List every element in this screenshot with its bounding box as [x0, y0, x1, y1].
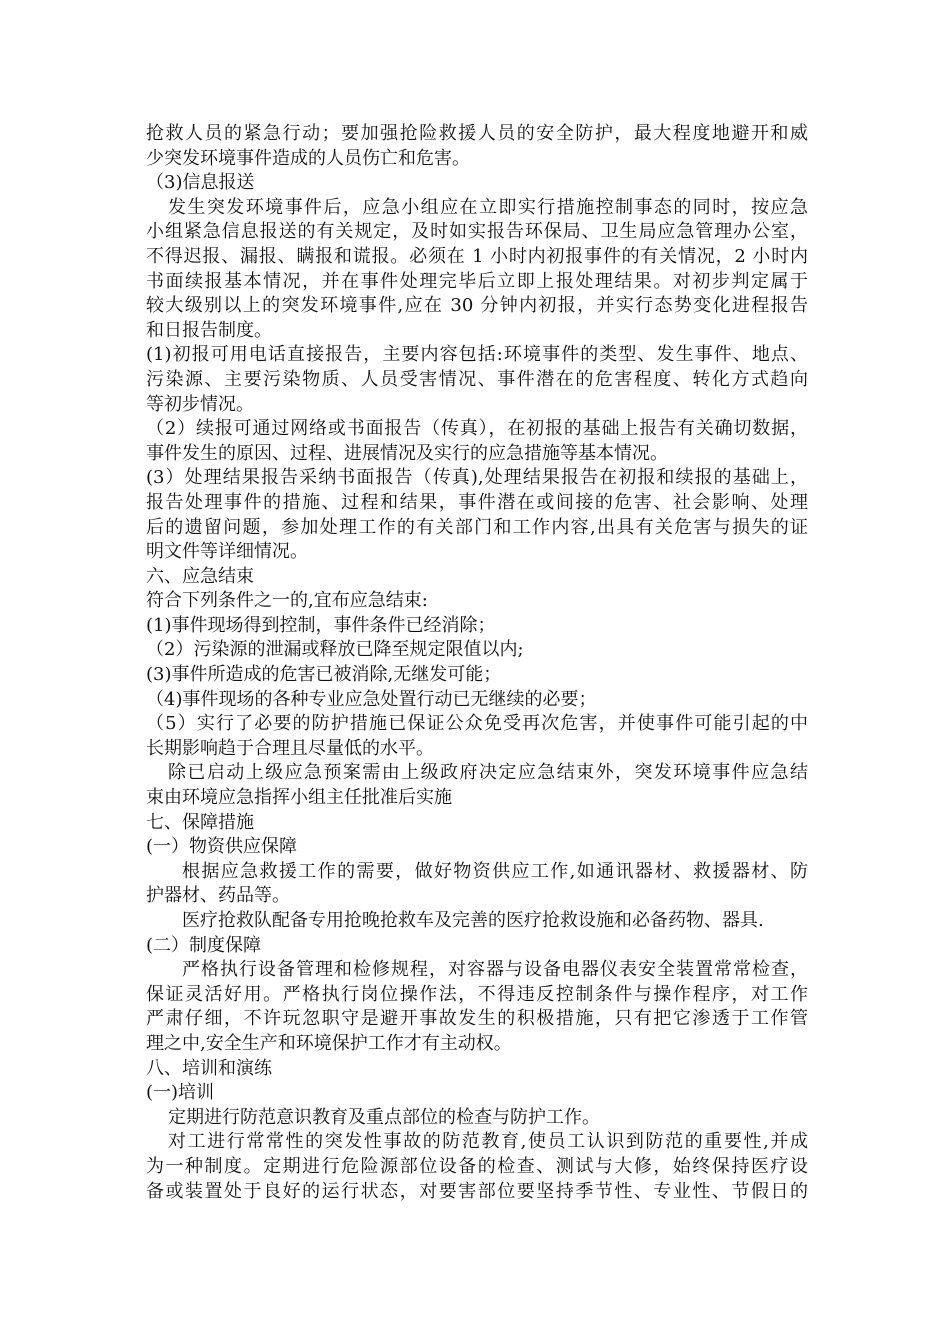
text-line: 对工进行常常性的突发性事故的防范教育,使员工认识到防范的重要性,并成 — [168, 1131, 808, 1153]
text-line: 等初步情况。 — [146, 393, 254, 415]
text-line: 发生突发环境事件后，应急小组应在立即实行措施控制事态的同时，按应急 — [168, 196, 808, 218]
text-line: (1)事件现场得到控制，事件条件已经消除； — [146, 614, 496, 636]
text-line: 污染源、主要污染物质、人员受害情况、事件潜在的危害程度、转化方式趋向 — [146, 368, 808, 390]
text-line: (3)事件所造成的危害已被消除,无继发可能； — [146, 664, 502, 686]
text-line: 不得迟报、漏报、瞒报和谎报。必须在 1 小时内初报事件的有关情况，2 小时内 — [146, 245, 808, 267]
text-line: (二）制度保障 — [146, 934, 262, 956]
text-line: （3)信息报送 — [146, 172, 255, 194]
text-line: 严肃仔细，不许玩忽职守是避开事故发生的积极措施，只有把它渗透于工作管 — [146, 1008, 808, 1030]
text-line: 事件发生的原因、过程、进展情况及实行的应急措施等基本情况。 — [146, 442, 668, 464]
text-line: 书面续报基本情况，并在事件处理完毕后立即上报处理结果。对初步判定属于 — [146, 270, 808, 292]
text-line: 为一种制度。定期进行危险源部位设备的检查、测试与大修，始终保持医疗设 — [146, 1155, 808, 1177]
text-line: 报告处理事件的措施、过程和结果，事件潜在或间接的危害、社会影响、处理 — [146, 491, 808, 513]
text-line: 较大级别以上的突发环境事件,应在 30 分钟内初报，并实行态势变化进程报告 — [146, 295, 808, 317]
text-line: (3）处理结果报告采纳书面报告（传真),处理结果报告在初报和续报的基础上， — [146, 467, 808, 489]
text-line: （2）污染源的泄漏或释放已降至规定限值以内; — [146, 639, 524, 661]
text-line: 明文件等详细情况。 — [146, 541, 308, 563]
text-line: 定期进行防范意识教育及重点部位的检查与防护工作。 — [168, 1106, 600, 1128]
text-line: 抢救人员的紧急行动；要加强抢险救援人员的安全防护，最大程度地避开和威 — [146, 123, 808, 144]
text-line: （2）续报可通过网络或书面报告（传真），在初报的基础上报告有关确切数据， — [146, 418, 808, 440]
text-line: 符合下列条件之一的,宜布应急结束: — [146, 590, 428, 612]
text-line: 长期影响趋于合理且尽量低的水平。 — [146, 737, 434, 759]
text-line: (一)培训 — [146, 1082, 215, 1104]
text-line: 保证灵活好用。严格执行岗位操作法，不得违反控制条件与操作程序，对工作 — [146, 983, 808, 1005]
text-line: 和日报告制度。 — [146, 319, 272, 341]
text-line: (一）物资供应保障 — [146, 836, 298, 858]
text-line: （4)事件现场的各种专业应急处置行动已无继续的必要； — [146, 688, 597, 710]
text-line: 后的遗留问题，参加处理工作的有关部门和工作内容,出具有关危害与损失的证 — [146, 516, 808, 538]
text-line: 小组紧急信息报送的有关规定，及时如实报告环保局、卫生局应急管理办公室， — [146, 221, 808, 243]
text-line: 八、培训和演练 — [146, 1057, 272, 1079]
text-line: (1)初报可用电话直接报告，主要内容包括:环境事件的类型、发生事件、地点、 — [146, 344, 808, 366]
text-line: 护器材、药品等。 — [146, 885, 290, 907]
text-line: 理之中,安全生产和环境保护工作才有主动权。 — [146, 1032, 512, 1054]
document-body — [146, 122, 808, 1204]
text-line: 束由环境应急指挥小组主任批准后实施 — [146, 787, 452, 809]
text-line: 备或装置处于良好的运行状态，对要害部位要坚持季节性、专业性、节假日的 — [146, 1180, 808, 1202]
text-line: 根据应急救援工作的需要，做好物资供应工作,如通讯器材、救援器材、防 — [182, 860, 808, 882]
text-line: 除已启动上级应急预案需由上级政府决定应急结束外，突发环境事件应急结 — [168, 762, 808, 784]
text-line: 严格执行设备管理和检修规程，对容器与设备电器仪表安全装置常常检查， — [182, 959, 808, 981]
text-line: 医疗抢救队配备专用抢晚抢救车及完善的医疗抢救设施和必备药物、器具. — [182, 910, 764, 931]
text-line: 六、应急结束 — [146, 565, 254, 587]
text-line: （5）实行了必要的防护措施已保证公众免受再次危害，并使事件可能引起的中 — [146, 713, 808, 735]
text-line: 七、保障措施 — [146, 811, 254, 833]
text-line: 少突发环境事件造成的人员伤亡和危害。 — [146, 147, 470, 169]
